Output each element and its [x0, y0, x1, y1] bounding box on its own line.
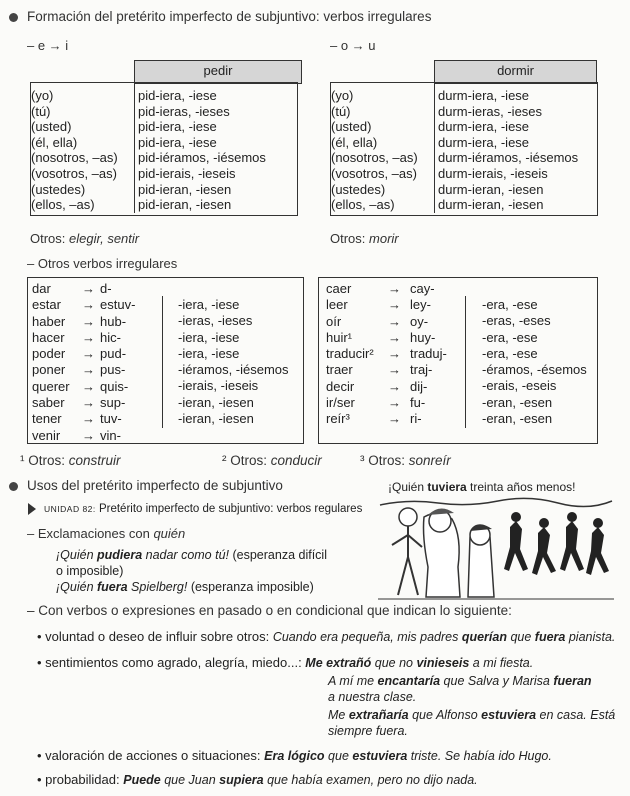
- bullet-sentimientos: • sentimientos como agrado, alegría, miedo...: Me extrañó que no vinieseis a mi fiesta.: [37, 655, 534, 670]
- box1-stems: [100, 281, 135, 444]
- arrow-icon: →: [82, 378, 95, 394]
- infinitive: hacer: [32, 329, 65, 345]
- person-label: (tú): [28, 104, 135, 120]
- verb-form: pid-iéramos, -iésemos: [138, 150, 266, 166]
- verb-form: pid-ieras, -ieses: [138, 103, 230, 119]
- ending: -iera, -iese: [178, 329, 240, 345]
- infinitive: traducir²: [326, 346, 374, 362]
- verb-form: pid-ieran, -iesen: [138, 197, 232, 213]
- arrow-icon: →: [388, 281, 401, 296]
- box2-divider: [465, 296, 466, 428]
- footnote-2: ² Otros: conducir: [222, 453, 322, 468]
- arrow-icon: →: [82, 346, 95, 362]
- person-label: (yo): [328, 84, 435, 104]
- person-label: (ustedes): [28, 182, 135, 198]
- arrow-icon: →: [82, 281, 95, 296]
- arrow-icon: →: [388, 313, 401, 329]
- arrow-icon: →: [82, 395, 95, 411]
- stem: oy-: [410, 313, 429, 329]
- box1-verbs: [32, 281, 70, 444]
- person-label: (yo): [28, 84, 135, 104]
- person-label: (usted): [328, 119, 435, 135]
- ending: -eran, -esen: [482, 411, 553, 427]
- verb-form: pid-iera, -iese: [138, 119, 217, 135]
- pasado-condicional-label: – Con verbos o expresiones en pasado o en condicional que indican lo siguiente:: [27, 603, 512, 618]
- arrow-icon: →: [388, 362, 401, 378]
- stem: hub-: [100, 313, 127, 329]
- sentimientos-example-2: A mí me encantaría que Salva y Marisa fueran a nuestra clase.: [328, 674, 592, 704]
- box1-arrows: [82, 281, 95, 444]
- stem: d-: [100, 281, 112, 296]
- unidad-reference: UNIDAD 82: Pretérito imperfecto de subjuntivo: verbos regulares: [28, 503, 362, 515]
- infinitive: estar: [32, 297, 61, 313]
- bullet-voluntad: • voluntad o deseo de influir sobre otros: Cuando era pequeña, mis padres querían que fuera pianista.: [37, 629, 616, 644]
- box1-divider: [162, 296, 163, 428]
- verb-form: durm-iera, -iese: [438, 119, 530, 135]
- ending: -era, -ese: [482, 345, 538, 361]
- cartoon-caption: ¡Quién tuviera treinta años menos!: [388, 480, 576, 494]
- infinitive: saber: [32, 395, 65, 411]
- section-title-formacion: Formación del pretérito imperfecto de subjuntivo: verbos irregulares: [27, 9, 432, 24]
- otros-verbos-irregulares-title: – Otros verbos irregulares: [27, 256, 178, 271]
- arrow-icon: →: [82, 427, 95, 443]
- stem: traj-: [410, 362, 433, 378]
- verb-form: durm-iéramos, -iésemos: [438, 150, 579, 166]
- box2-verbs: [326, 281, 374, 428]
- person-label: (ustedes): [328, 182, 435, 198]
- ending: -ieran, -iesen: [178, 411, 254, 427]
- stem: dij-: [410, 378, 428, 394]
- person-label: (vosotros, –as): [28, 166, 135, 182]
- ending: -ieran, -iesen: [178, 394, 254, 410]
- verb-form: durm-ieran, -iesen: [438, 181, 544, 197]
- stem: estuv-: [100, 297, 136, 313]
- pedir-header: pedir: [135, 61, 302, 84]
- cartoon-illustration: [378, 497, 614, 601]
- infinitive: poner: [32, 362, 66, 378]
- section-title-usos: Usos del pretérito imperfecto de subjuntivo: [27, 478, 283, 493]
- infinitive: traer: [326, 362, 353, 378]
- person-label: (tú): [328, 104, 435, 120]
- box2-stems: [410, 281, 447, 428]
- arrow-icon: →: [388, 297, 401, 313]
- person-label: (ellos, –as): [28, 197, 135, 213]
- stem: quis-: [100, 378, 129, 394]
- stem: ri-: [410, 411, 422, 427]
- infinitive: oír: [326, 313, 342, 329]
- ending: -iera, -iese: [178, 345, 240, 361]
- stem: sup-: [100, 395, 126, 411]
- ending: -era, -ese: [482, 297, 538, 312]
- arrow-icon: →: [82, 297, 95, 313]
- arrow-icon: →: [388, 395, 401, 411]
- infinitive: tener: [32, 411, 62, 427]
- infinitive: ir/ser: [326, 395, 355, 411]
- person-label: (nosotros, –as): [328, 150, 435, 166]
- ending: -ieras, -ieses: [178, 313, 253, 329]
- person-label: (vosotros, –as): [328, 166, 435, 182]
- arrow-icon: →: [388, 411, 401, 427]
- infinitive: leer: [326, 297, 348, 313]
- bullet-valoracion: • valoración de acciones o situaciones: Era lógico que estuviera triste. Se había ido Hugo.: [37, 748, 552, 763]
- infinitive: querer: [32, 378, 70, 394]
- ending: -eran, -esen: [482, 394, 553, 410]
- rule-e-i: – e → i: [27, 38, 69, 53]
- person-label: (él, ella): [28, 135, 135, 151]
- infinitive: caer: [326, 281, 352, 296]
- stem: ley-: [410, 297, 431, 313]
- stem: pus-: [100, 362, 126, 378]
- person-label: (él, ella): [328, 135, 435, 151]
- verb-form: durm-ierais, -ieseis: [438, 165, 548, 181]
- stem: cay-: [410, 281, 435, 296]
- footnote-3: ³ Otros: sonreír: [360, 453, 451, 468]
- infinitive: dar: [32, 281, 51, 296]
- stem: fu-: [410, 395, 426, 411]
- verb-form: durm-iera, -iese: [438, 134, 530, 150]
- pedir-box: [30, 82, 298, 216]
- stem: tuv-: [100, 411, 122, 427]
- stem: traduj-: [410, 346, 447, 362]
- footnote-1: ¹ Otros: construir: [20, 453, 121, 468]
- stem: hic-: [100, 329, 121, 345]
- infinitive: poder: [32, 346, 66, 362]
- person-label: (ellos, –as): [328, 197, 435, 213]
- verb-form: durm-ieras, -ieses: [438, 103, 543, 119]
- stem: huy-: [410, 329, 436, 345]
- verb-form: pid-iera, -iese: [138, 88, 217, 103]
- infinitive: venir: [32, 427, 61, 443]
- arrow-icon: →: [82, 329, 95, 345]
- person-label: (usted): [28, 119, 135, 135]
- bullet-probabilidad: • probabilidad: Puede que Juan supiera que había examen, pero no dijo nada.: [37, 772, 478, 787]
- arrow-icon: →: [82, 313, 95, 329]
- bullet-dot: [9, 482, 18, 491]
- arrow-icon: →: [388, 329, 401, 345]
- dormir-header: dormir: [435, 61, 597, 84]
- stem: pud-: [100, 346, 127, 362]
- otros-pedir: Otros: elegir, sentir: [30, 231, 140, 246]
- example-quien-pudiera: ¡Quién pudiera nadar como tú! (esperanza difícil o imposible) ¡Quién fuera Spielberg! (esperanza imposible): [56, 548, 327, 594]
- arrow-icon: →: [82, 411, 95, 427]
- ending: -eras, -eses: [482, 313, 551, 329]
- verb-form: durm-ieran, -iesen: [438, 197, 544, 213]
- stem: vin-: [100, 427, 121, 443]
- play-triangle-icon: [28, 503, 36, 515]
- infinitive: decir: [326, 378, 355, 394]
- dormir-box: [330, 82, 598, 216]
- box1-endings: [178, 297, 289, 427]
- arrow-icon: →: [388, 346, 401, 362]
- verb-form: pid-ierais, -ieseis: [138, 165, 236, 181]
- verb-form: pid-ieran, -iesen: [138, 181, 232, 197]
- ending: -éramos, -ésemos: [482, 362, 587, 378]
- rule-o-u: – o → u: [330, 38, 376, 53]
- ending: -iera, -iese: [178, 297, 240, 312]
- ending: -ierais, -ieseis: [178, 378, 259, 394]
- otros-dormir: Otros: morir: [330, 231, 399, 246]
- exclamaciones-label: – Exclamaciones con quién: [27, 526, 186, 541]
- infinitive: huir¹: [326, 329, 353, 345]
- box2-endings: [482, 297, 587, 427]
- infinitive: reír³: [326, 411, 350, 427]
- ending: -erais, -eseis: [482, 378, 557, 394]
- bullet-dot: [9, 13, 18, 22]
- ending: -iéramos, -iésemos: [178, 362, 289, 378]
- verb-form: pid-iera, -iese: [138, 134, 217, 150]
- infinitive: haber: [32, 313, 66, 329]
- verb-form: durm-iera, -iese: [438, 88, 530, 103]
- sentimientos-example-3: Me extrañaría que Alfonso estuviera en casa. Está siempre fuera.: [328, 708, 616, 738]
- ending: -era, -ese: [482, 329, 538, 345]
- box2-arrows: [388, 281, 401, 428]
- person-label: (nosotros, –as): [28, 150, 135, 166]
- arrow-icon: →: [82, 362, 95, 378]
- arrow-icon: →: [388, 378, 401, 394]
